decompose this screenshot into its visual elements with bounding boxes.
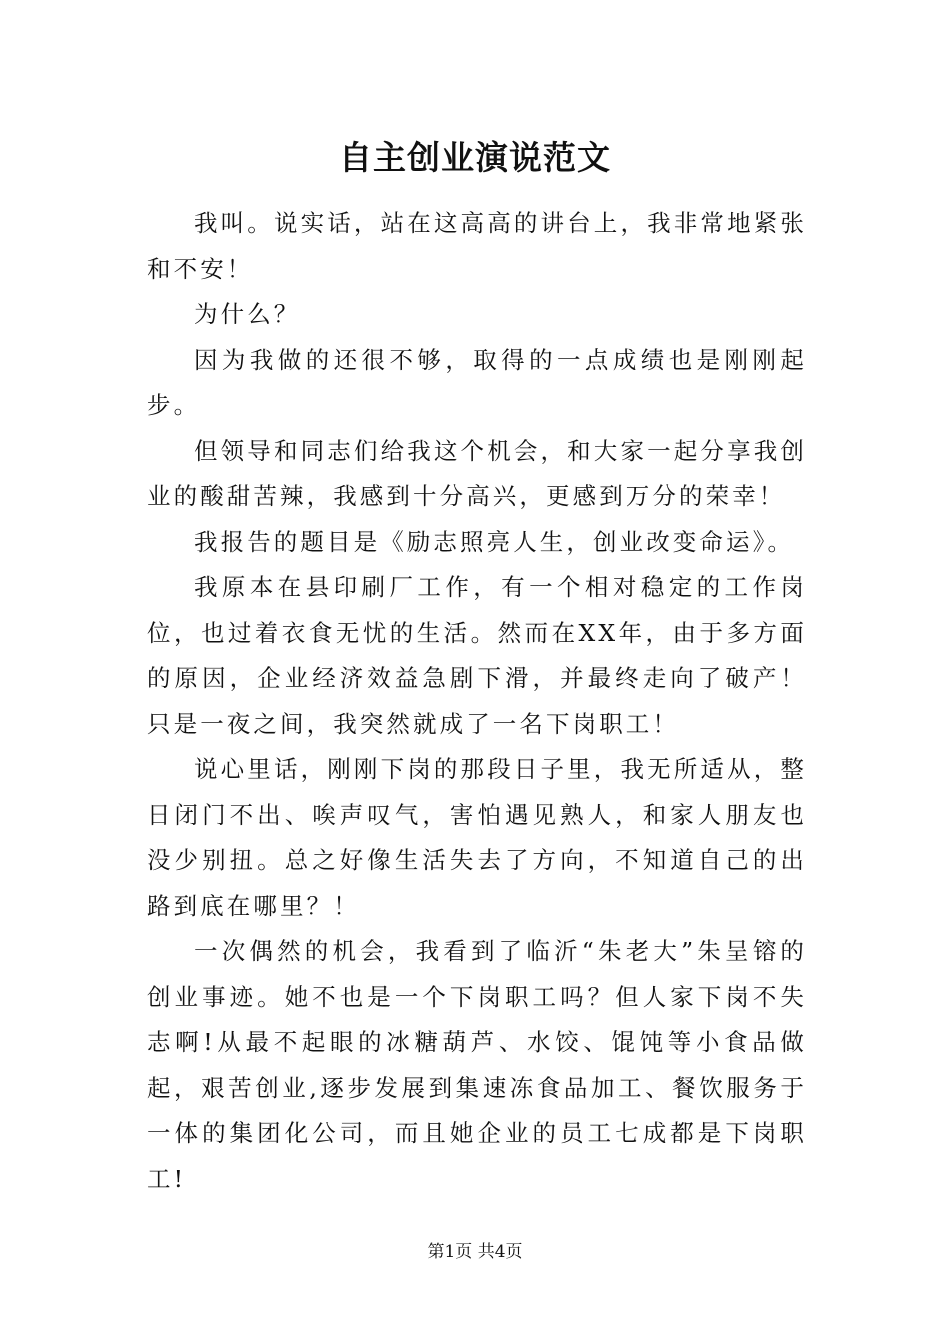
paragraph: 我报告的题目是《励志照亮人生，创业改变命运》。 — [194, 527, 795, 556]
document-body — [147, 201, 807, 1202]
paragraph: 为什么？ — [194, 300, 301, 328]
paragraph: 我叫。说实话，站在这高高的讲台上，我非常地紧张和不安！ — [147, 209, 807, 283]
paragraph: 说心里话，刚刚下岗的那段日子里，我无所适从，整日闭门不出、唉声叹气，害怕遇见熟人，和家人朋友也没少别扭。总之好像生活失去了方向，不知道自己的出路到底在哪里？！ — [147, 755, 807, 920]
paragraph: 一次偶然的机会，我看到了临沂“朱老大”朱呈镕的创业事迹。她不也是一个下岗职工吗？但人家下岗不失志啊!从最不起眼的冰糖葫芦、水饺、馄饨等小食品做起，艰苦创业,逐步发展到集速冻食品加工、餐饮服务于一体的集团化公司，而且她企业的员工七成都是下岗职工! — [147, 937, 807, 1193]
paragraph: 我原本在县印刷厂工作，有一个相对稳定的工作岗位，也过着衣食无忧的生活。然而在XX年，由于多方面的原因，企业经济效益急剧下滑，并最终走向了破产！只是一夜之间，我突然就成了一名下岗职工！ — [147, 573, 807, 738]
paragraph: 因为我做的还很不够，取得的一点成绩也是刚刚起步。 — [147, 345, 807, 419]
page-footer: 第1页 共4页 — [427, 1242, 523, 1262]
document-title: 自主创业演说范文 — [339, 138, 611, 177]
paragraph: 但领导和同志们给我这个机会，和大家一起分享我创业的酸甜苦辣，我感到十分高兴，更感到万分的荣幸！ — [147, 436, 807, 510]
